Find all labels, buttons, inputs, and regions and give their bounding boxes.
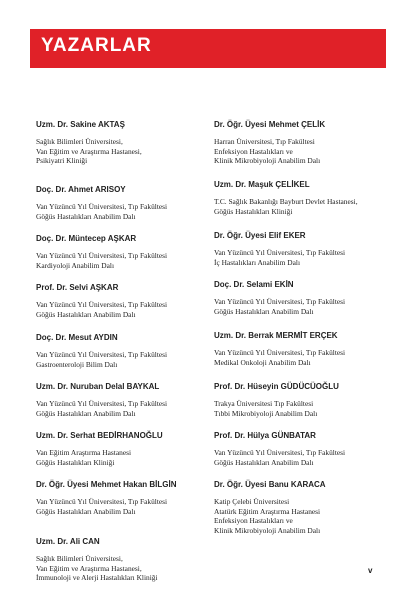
- author-affiliation: [214, 399, 394, 418]
- affiliation-line: Klinik Mikrobiyoloji Anabilim Dalı: [214, 156, 321, 166]
- affiliation-line: Göğüs Hastalıkları Kliniği: [36, 457, 115, 467]
- affiliation-line: Van Eğitim ve Araştırma Hastanesi,: [36, 146, 142, 156]
- author-entry: [36, 382, 216, 418]
- affiliation-line: Göğüs Hastalıkları Kliniği: [214, 206, 293, 216]
- author-entry: [36, 431, 216, 467]
- author-entry: [36, 537, 216, 583]
- affiliation-line: Van Yüzüncü Yıl Üniversitesi, Tıp Fakültesi: [36, 497, 168, 506]
- affiliation-line: Sağlık Bilimleri Üniversitesi,: [36, 137, 123, 146]
- affiliation-line: Gastroenteroloji Bilim Dalı: [36, 359, 118, 369]
- author-affiliation: [214, 137, 394, 166]
- affiliation-line: Van Eğitim Araştırma Hastanesi: [36, 448, 132, 457]
- affiliation-line: Psikiyatri Kliniği: [36, 156, 88, 166]
- author-name: Uzm. Dr. Berrak MERMİT ERÇEK: [214, 331, 338, 340]
- affiliation-line: Enfeksiyon Hastalıkları ve: [214, 146, 293, 156]
- affiliation-line: Van Yüzüncü Yıl Üniversitesi, Tıp Fakültesi: [214, 297, 346, 306]
- affiliation-line: Harran Üniversitesi, Tıp Fakültesi: [214, 137, 315, 146]
- affiliation-line: Katip Çelebi Üniversitesi: [214, 497, 290, 506]
- affiliation-line: Van Yüzüncü Yıl Üniversitesi, Tıp Fakültesi: [36, 399, 168, 408]
- author-name: Doç. Dr. Selami EKİN: [214, 280, 294, 289]
- author-affiliation: [36, 300, 216, 319]
- author-entry: [36, 333, 216, 369]
- affiliation-line: Van Yüzüncü Yıl Üniversitesi, Tıp Fakültesi: [214, 248, 346, 257]
- author-entry: [214, 382, 394, 418]
- author-affiliation: [214, 297, 394, 316]
- author-entry: [36, 185, 216, 221]
- author-affiliation: [36, 137, 216, 166]
- affiliation-line: Göğüs Hastalıkları Anabilim Dalı: [36, 408, 136, 418]
- author-affiliation: [214, 248, 394, 267]
- author-entry: [36, 480, 216, 516]
- affiliation-line: Göğüs Hastalıkları Anabilim Dalı: [36, 506, 136, 516]
- title-banner: [30, 29, 386, 68]
- affiliation-line: Van Eğitim ve Araştırma Hastanesi,: [36, 563, 142, 573]
- affiliation-line: Trakya Üniversitesi Tıp Fakültesi: [214, 399, 314, 408]
- author-entry: [214, 480, 394, 536]
- affiliation-line: Göğüs Hastalıkları Anabilim Dalı: [36, 211, 136, 221]
- author-name: Doç. Dr. Ahmet ARISOY: [36, 185, 126, 194]
- page-number: v: [368, 566, 373, 575]
- author-affiliation: [36, 350, 216, 369]
- author-name: Uzm. Dr. Maşuk ÇELİKEL: [214, 180, 310, 189]
- author-name: Prof. Dr. Selvi AŞKAR: [36, 283, 119, 292]
- author-name: Uzm. Dr. Serhat BEDİRHANOĞLU: [36, 431, 163, 440]
- affiliation-line: Göğüs Hastalıkları Anabilim Dalı: [214, 457, 314, 467]
- author-entry: [36, 234, 216, 270]
- author-entry: [214, 431, 394, 467]
- author-entry: [36, 120, 216, 166]
- author-name: Dr. Öğr. Üyesi Elif EKER: [214, 231, 306, 240]
- affiliation-line: Van Yüzüncü Yıl Üniversitesi, Tıp Fakültesi: [214, 448, 346, 457]
- author-name: Doç. Dr. Mesut AYDIN: [36, 333, 118, 342]
- affiliation-line: Enfeksiyon Hastalıkları ve: [214, 516, 293, 526]
- affiliation-line: Van Yüzüncü Yıl Üniversitesi, Tıp Fakültesi: [214, 348, 346, 357]
- affiliation-line: Van Yüzüncü Yıl Üniversitesi, Tıp Fakültesi: [36, 251, 168, 260]
- affiliation-line: Tıbbi Mikrobiyoloji Anabilim Dalı: [214, 408, 318, 418]
- author-name: Prof. Dr. Hülya GÜNBATAR: [214, 431, 316, 440]
- affiliation-line: Van Yüzüncü Yıl Üniversitesi, Tıp Fakültesi: [36, 350, 168, 359]
- author-affiliation: [36, 202, 216, 221]
- affiliation-line: Kardiyoloji Anabilim Dalı: [36, 260, 115, 270]
- affiliation-line: Atatürk Eğitim Araştırma Hastanesi: [214, 506, 321, 516]
- author-entry: [36, 283, 216, 319]
- author-affiliation: [214, 497, 394, 536]
- author-affiliation: [36, 448, 216, 467]
- affiliation-line: Medikal Onkoloji Anabilim Dalı: [214, 357, 311, 367]
- affiliation-line: İmmunoloji ve Alerji Hastalıkları Kliniği: [36, 573, 158, 583]
- author-entry: [214, 280, 394, 316]
- author-entry: [214, 231, 394, 267]
- author-name: Dr. Öğr. Üyesi Mehmet ÇELİK: [214, 120, 326, 129]
- author-affiliation: [36, 497, 216, 516]
- author-name: Uzm. Dr. Nuruban Delal BAYKAL: [36, 382, 160, 391]
- author-name: Dr. Öğr. Üyesi Mehmet Hakan BİLGİN: [36, 480, 177, 489]
- affiliation-line: T.C. Sağlık Bakanlığı Bayburt Devlet Hastanesi,: [214, 197, 358, 206]
- author-name: Doç. Dr. Müntecep AŞKAR: [36, 234, 137, 243]
- author-affiliation: [214, 197, 394, 216]
- author-name: Uzm. Dr. Ali CAN: [36, 537, 100, 546]
- author-affiliation: [36, 554, 216, 583]
- affiliation-line: Göğüs Hastalıkları Anabilim Dalı: [36, 309, 136, 319]
- affiliation-line: Van Yüzüncü Yıl Üniversitesi, Tıp Fakültesi: [36, 300, 168, 309]
- author-affiliation: [36, 251, 216, 270]
- author-affiliation: [36, 399, 216, 418]
- affiliation-line: İç Hastalıkları Anabilim Dalı: [214, 257, 300, 267]
- author-affiliation: [214, 348, 394, 367]
- affiliation-line: Göğüs Hastalıkları Anabilim Dalı: [214, 306, 314, 316]
- affiliation-line: Sağlık Bilimleri Üniversitesi,: [36, 554, 123, 563]
- author-entry: [214, 120, 394, 166]
- author-entry: [214, 180, 394, 216]
- page-title: YAZARLAR: [41, 35, 152, 56]
- author-name: Prof. Dr. Hüseyin GÜDÜCÜOĞLU: [214, 382, 339, 391]
- author-name: Uzm. Dr. Sakine AKTAŞ: [36, 120, 125, 129]
- affiliation-line: Van Yüzüncü Yıl Üniversitesi, Tıp Fakültesi: [36, 202, 168, 211]
- affiliation-line: Klinik Mikrobiyoloji Anabilim Dalı: [214, 526, 321, 536]
- author-affiliation: [214, 448, 394, 467]
- author-entry: [214, 331, 394, 367]
- author-name: Dr. Öğr. Üyesi Banu KARACA: [214, 480, 326, 489]
